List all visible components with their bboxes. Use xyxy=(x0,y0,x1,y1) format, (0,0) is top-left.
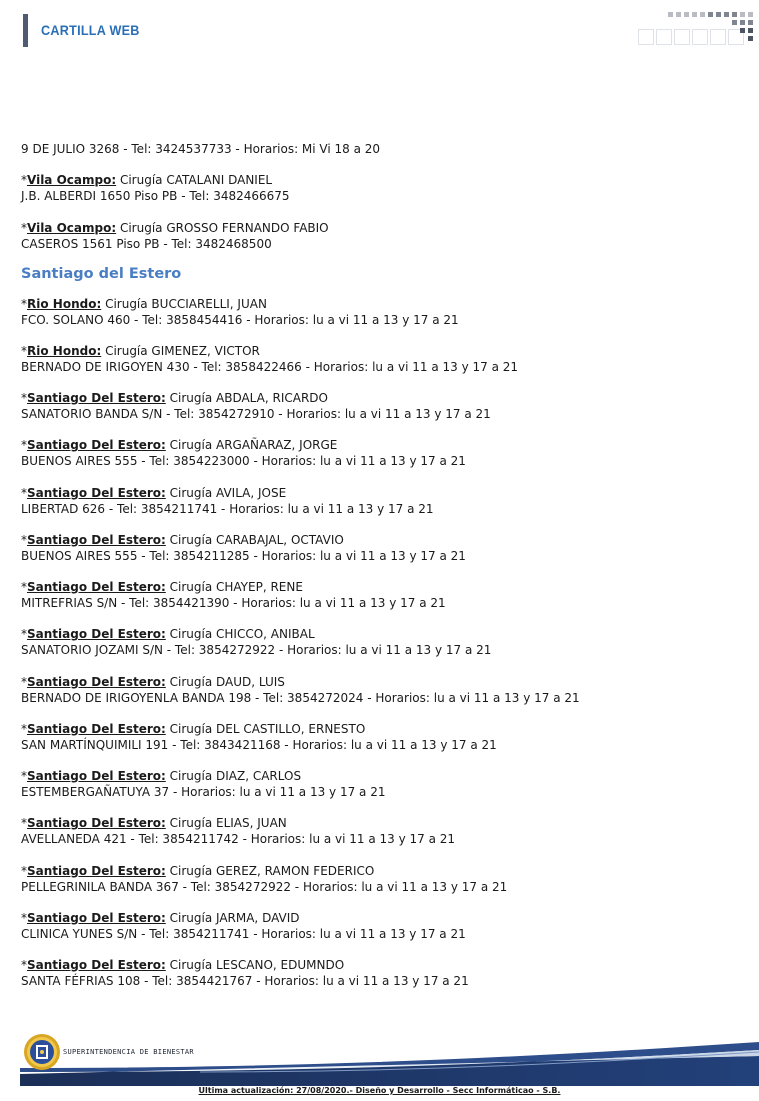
entry-address: J.B. ALBERDI 1650 Piso PB - Tel: 3482466675 xyxy=(21,189,290,204)
entry-location: Santiago Del Estero: xyxy=(27,485,166,500)
entry-provider: Cirugía ABDALA, RICARDO xyxy=(165,391,328,405)
list-item: *Vila Ocampo: Cirugía CATALANI DANIEL J.B. ALBERDI 1650 Piso PB - Tel: 3482466675 xyxy=(21,172,741,204)
listing-content xyxy=(21,141,741,1004)
entry-location: Vila Ocampo: xyxy=(27,220,117,235)
entry-provider: Cirugía CHICCO, ANIBAL xyxy=(165,627,315,642)
entry-address: 9 DE JULIO 3268 - Tel: 3424537733 - Horarios: Mi Vi 18 a 20 xyxy=(21,142,381,156)
list-item: *Santiago Del Estero: Cirugía ABDALA, RICARDO SANATORIO BANDA S/N - Tel: 3854272910 - Horarios: lu a vi 11 a 13 y 17 a 21 xyxy=(21,390,741,422)
entry-provider: Cirugía DIAZ, CARLOS xyxy=(165,769,302,783)
list-item: *Santiago Del Estero: Cirugía DEL CASTILLO, ERNESTO SAN MARTÍNQUIMILI 191 - Tel: 3843421168 - Horarios: lu a vi 11 a 13 y 17 a 21 xyxy=(21,721,741,753)
entry-location: Vila Ocampo: xyxy=(27,173,117,188)
entry-address: CLINICA YUNES S/N - Tel: 3854211741 - Horarios: lu a vi 11 a 13 y 17 a 21 xyxy=(21,926,466,941)
entry-provider: Cirugía JARMA, DAVID xyxy=(165,910,300,925)
entry-provider: Cirugía BUCCIARELLI, JUAN xyxy=(101,296,267,311)
entry-location: Santiago Del Estero: xyxy=(27,674,166,689)
entry-location: Santiago Del Estero: xyxy=(27,627,166,642)
entry-location: Santiago Del Estero: xyxy=(27,721,166,736)
entry-provider: Cirugía GEREZ, RAMON FEDERICO xyxy=(165,863,375,878)
entry-provider: Cirugía GIMENEZ, VICTOR xyxy=(101,343,260,358)
entry-address: PELLEGRINILA BANDA 367 - Tel: 3854272922 - Horarios: lu a vi 11 a 13 y 17 a 21 xyxy=(21,879,508,894)
entry-provider: Cirugía CHAYEP, RENE xyxy=(165,580,303,594)
page-header xyxy=(0,0,759,60)
entry-address: BUENOS AIRES 555 - Tel: 3854211285 - Horarios: lu a vi 11 a 13 y 17 a 21 xyxy=(21,548,466,563)
entry-provider: Cirugía DAUD, LUIS xyxy=(165,674,285,689)
entry-provider: Cirugía GROSSO FERNANDO FABIO xyxy=(116,220,329,235)
entry-address: BUENOS AIRES 555 - Tel: 3854223000 - Horarios: lu a vi 11 a 13 y 17 a 21 xyxy=(21,454,466,469)
list-item: *Santiago Del Estero: Cirugía CARABAJAL, OCTAVIO BUENOS AIRES 555 - Tel: 3854211285 - Horarios: lu a vi 11 a 13 y 17 a 21 xyxy=(21,532,741,564)
entry-address: FCO. SOLANO 460 - Tel: 3858454416 - Horarios: lu a vi 11 a 13 y 17 a 21 xyxy=(21,312,459,327)
entry-address: ESTEMBERGAÑATUYA 37 - Horarios: lu a vi 11 a 13 y 17 a 21 xyxy=(21,785,386,799)
entry-location: Santiago Del Estero: xyxy=(27,863,166,878)
section-heading: Santiago del Estero xyxy=(21,265,182,282)
header-accent-bar xyxy=(23,14,28,47)
page-title: CARTILLA WEB xyxy=(41,22,140,38)
entry-location: Santiago Del Estero: xyxy=(27,580,166,594)
entry-provider: Cirugía AVILA, JOSE xyxy=(165,485,287,500)
entry-address: SANATORIO BANDA S/N - Tel: 3854272910 - Horarios: lu a vi 11 a 13 y 17 a 21 xyxy=(21,407,491,421)
entry-address: LIBERTAD 626 - Tel: 3854211741 - Horarios: lu a vi 11 a 13 y 17 a 21 xyxy=(21,501,434,516)
list-item: *Santiago Del Estero: Cirugía ELIAS, JUAN AVELLANEDA 421 - Tel: 3854211742 - Horarios: lu a vi 11 a 13 y 17 a 21 xyxy=(21,815,741,847)
list-item: *Vila Ocampo: Cirugía GROSSO FERNANDO FABIO CASEROS 1561 Piso PB - Tel: 3482468500 xyxy=(21,220,741,252)
page-footer xyxy=(0,1028,759,1101)
list-item: *Santiago Del Estero: Cirugía DAUD, LUIS BERNADO DE IRIGOYENLA BANDA 198 - Tel: 3854272024 - Horarios: lu a vi 11 a 13 y 17 a 21 xyxy=(21,674,741,706)
list-item: *Rio Hondo: Cirugía BUCCIARELLI, JUAN FCO. SOLANO 460 - Tel: 3858454416 - Horarios: lu a vi 11 a 13 y 17 a 21 xyxy=(21,296,741,328)
list-item: *Santiago Del Estero: Cirugía JARMA, DAVID CLINICA YUNES S/N - Tel: 3854211741 - Horarios: lu a vi 11 a 13 y 17 a 21 xyxy=(21,910,741,942)
entry-address: AVELLANEDA 421 - Tel: 3854211742 - Horarios: lu a vi 11 a 13 y 17 a 21 xyxy=(21,832,456,847)
entry-location: Santiago Del Estero: xyxy=(27,816,166,831)
last-update-note: Ultima actualización: 27/08/2020.- Diseño y Desarrollo - Secc Informáticao - S.B. xyxy=(198,1086,561,1095)
entry-location: Santiago Del Estero: xyxy=(27,910,166,925)
entry-address: SANATORIO JOZAMI S/N - Tel: 3854272922 - Horarios: lu a vi 11 a 13 y 17 a 21 xyxy=(21,643,492,658)
entry-location: Santiago Del Estero: xyxy=(27,438,166,453)
entry-address: SAN MARTÍNQUIMILI 191 - Tel: 3843421168 - Horarios: lu a vi 11 a 13 y 17 a 21 xyxy=(21,737,497,752)
list-item: *Santiago Del Estero: Cirugía GEREZ, RAMON FEDERICO PELLEGRINILA BANDA 367 - Tel: 3854272922 - Horarios: lu a vi 11 a 13 y 17 a 21 xyxy=(21,863,741,895)
list-item: *Santiago Del Estero: Cirugía ARGAÑARAZ, JORGE BUENOS AIRES 555 - Tel: 3854223000 - Horarios: lu a vi 11 a 13 y 17 a 21 xyxy=(21,437,741,469)
entry-provider: Cirugía LESCANO, EDUMNDO xyxy=(165,958,345,972)
entry-provider: Cirugía ARGAÑARAZ, JORGE xyxy=(165,438,338,453)
entry-address: MITREFRIAS S/N - Tel: 3854421390 - Horarios: lu a vi 11 a 13 y 17 a 21 xyxy=(21,596,446,610)
organization-name: SUPERINTENDENCIA DE BIENESTAR xyxy=(63,1048,194,1056)
entry-address: BERNADO DE IRIGOYENLA BANDA 198 - Tel: 3854272024 - Horarios: lu a vi 11 a 13 y 17 a 21 xyxy=(21,690,580,705)
list-item: *Santiago Del Estero: Cirugía CHICCO, ANIBAL SANATORIO JOZAMI S/N - Tel: 3854272922 - Horarios: lu a vi 11 a 13 y 17 a 21 xyxy=(21,626,741,658)
entry-location: Santiago Del Estero: xyxy=(27,769,166,783)
entry-location: Rio Hondo: xyxy=(27,343,102,358)
header-squares-decoration xyxy=(636,11,759,47)
list-item: *Santiago Del Estero: Cirugía DIAZ, CARLOS ESTEMBERGAÑATUYA 37 - Horarios: lu a vi 11 a 13 y 17 a 21 xyxy=(21,768,741,800)
entry-location: Santiago Del Estero: xyxy=(27,958,166,972)
organization-logo-icon xyxy=(22,1032,62,1072)
list-item: *Santiago Del Estero: Cirugía LESCANO, EDUMNDO SANTA FÉFRIAS 108 - Tel: 3854421767 - Horarios: lu a vi 11 a 13 y 17 a 21 xyxy=(21,957,741,989)
entry-provider: Cirugía DEL CASTILLO, ERNESTO xyxy=(165,721,366,736)
list-item: *Santiago Del Estero: Cirugía AVILA, JOSE LIBERTAD 626 - Tel: 3854211741 - Horarios: lu a vi 11 a 13 y 17 a 21 xyxy=(21,485,741,517)
entry-location: Santiago Del Estero: xyxy=(27,391,166,405)
entry-address: CASEROS 1561 Piso PB - Tel: 3482468500 xyxy=(21,236,272,251)
entry-location: Rio Hondo: xyxy=(27,296,102,311)
entry-provider: Cirugía ELIAS, JUAN xyxy=(165,816,287,831)
entry-address: BERNADO DE IRIGOYEN 430 - Tel: 3858422466 - Horarios: lu a vi 11 a 13 y 17 a 21 xyxy=(21,359,519,374)
footer-banner xyxy=(0,1028,759,1088)
entry-address: SANTA FÉFRIAS 108 - Tel: 3854421767 - Horarios: lu a vi 11 a 13 y 17 a 21 xyxy=(21,974,469,988)
entry-provider: Cirugía CATALANI DANIEL xyxy=(116,173,273,188)
entry-provider: Cirugía CARABAJAL, OCTAVIO xyxy=(165,532,344,547)
entry-location: Santiago Del Estero: xyxy=(27,532,166,547)
list-item: *Rio Hondo: Cirugía GIMENEZ, VICTOR BERNADO DE IRIGOYEN 430 - Tel: 3858422466 - Horarios: lu a vi 11 a 13 y 17 a 21 xyxy=(21,343,741,375)
list-item xyxy=(21,141,741,157)
list-item: *Santiago Del Estero: Cirugía CHAYEP, RENE MITREFRIAS S/N - Tel: 3854421390 - Horarios: lu a vi 11 a 13 y 17 a 21 xyxy=(21,579,741,611)
